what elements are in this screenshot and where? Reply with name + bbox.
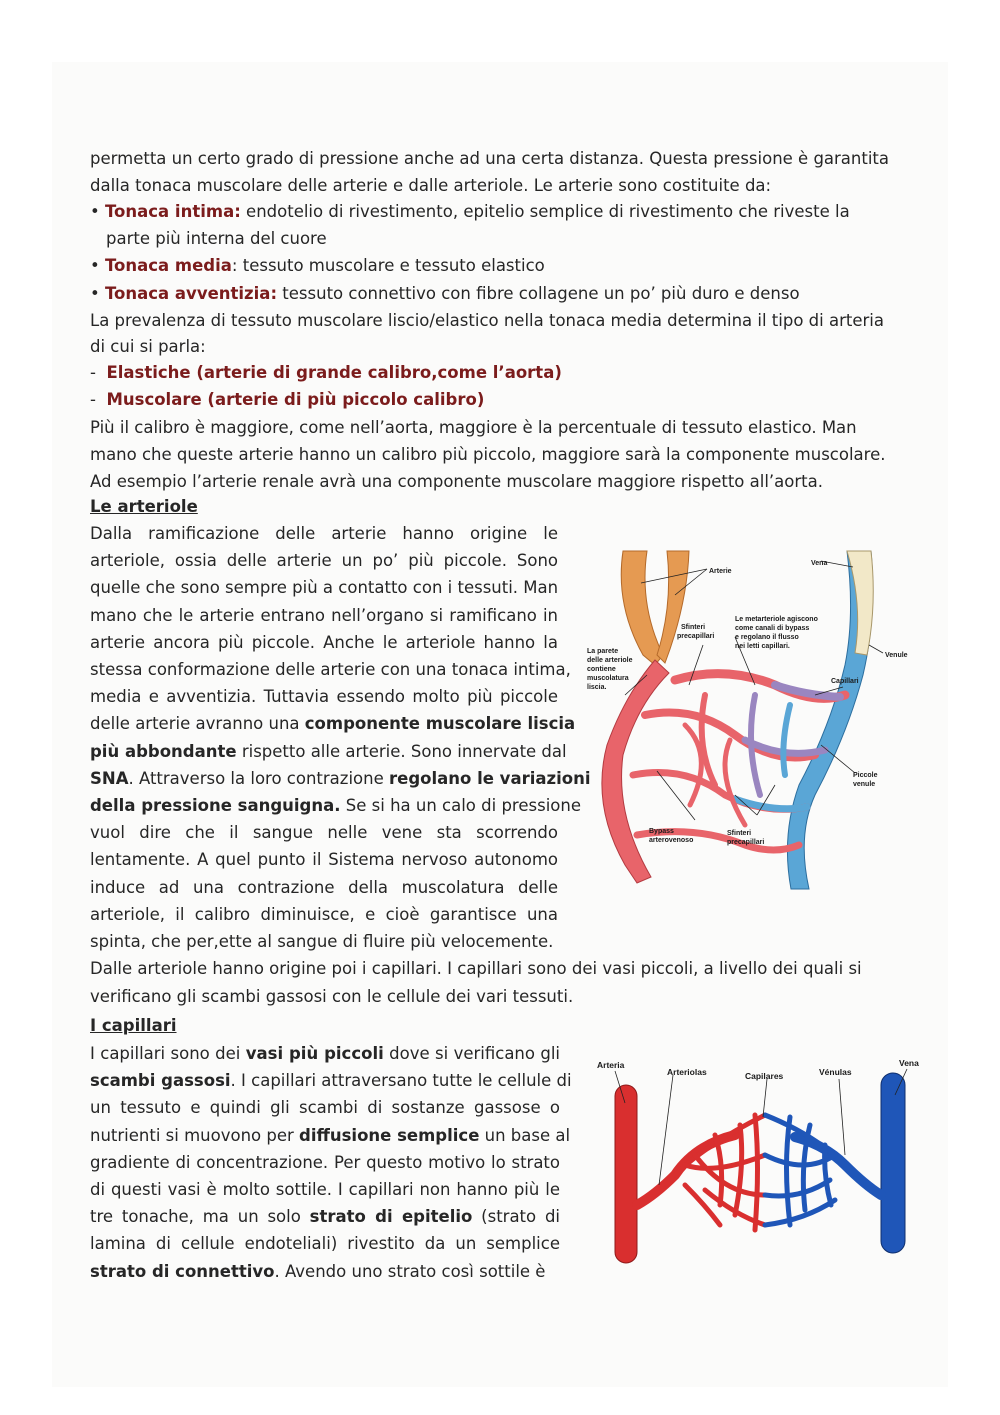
text-segment: regolano le variazioni [389, 768, 591, 788]
paragraph-line: mano che queste arterie hanno un calibro più piccolo, maggiore sarà la componente muscolare. [90, 445, 886, 464]
paragraph-line: vuol dire che il sangue nelle vene sta scorrendo [90, 823, 558, 843]
label-parete-a: La parete [587, 648, 619, 655]
label-venulas: Vénulas [819, 1067, 852, 1077]
fig2-labels [597, 1058, 919, 1081]
label-capilares: Capilares [745, 1071, 784, 1081]
text-segment: delle arterie avranno una [90, 714, 305, 734]
vena-vessel [881, 1073, 905, 1253]
paragraph-line: permetta un certo grado di pressione anche ad una certa distanza. Questa pressione è garantita [90, 149, 890, 168]
paragraph-line [90, 1040, 560, 1067]
arteria-vena-diagram [595, 1055, 935, 1270]
paragraph-line: un tessuto e quindi gli scambi di sostanze gassose o [90, 1098, 560, 1118]
label-vena: Vena [811, 560, 828, 567]
paragraph-line: La prevalenza di tessuto muscolare liscio/elastico nella tonaca media determina il tipo di arteria [90, 311, 884, 330]
paragraph-line: Ad esempio l’arterie renale avrà una componente muscolare maggiore rispetto all’aorta. [90, 472, 823, 491]
paragraph-line: di cui si parla: [90, 337, 206, 356]
label-metarteriole-c: e regolano il flusso [735, 634, 799, 641]
label-vena: Vena [899, 1058, 919, 1068]
label-sfinteri-1b: precapillari [677, 633, 715, 640]
label-sfinteri-1a: Sfinteri [681, 624, 706, 631]
text-segment: rispetto alle arterie. Sono innervate dal [236, 741, 567, 761]
paragraph-line: gradiente di concentrazione. Per questo motivo lo strato [90, 1152, 560, 1172]
arteria-vessel [615, 1085, 637, 1263]
label-arteriolas: Arteriolas [667, 1067, 707, 1077]
paragraph-line: arteriole, ossia delle arterie un po’ più piccole. Sono [90, 551, 558, 571]
text-segment: strato di connettivo [90, 1261, 275, 1281]
label-metarteriole-b: come canali di bypass [735, 625, 810, 632]
paragraph-line: quelle che sono sempre più a contatto con i tessuti. Man [90, 578, 559, 598]
label-piccole-venule-b: venule [853, 781, 876, 788]
paragraph-line: lentamente. A quel punto il Sistema nervoso autonomo [90, 850, 558, 870]
paragraph-line [90, 1067, 572, 1094]
bullet-term: Tonaca avventizia: [104, 284, 278, 303]
paragraph-line: arteriole, il calibro diminuisce, e cioè garantisce una [90, 904, 558, 924]
bullet-term: Tonaca intima: [104, 202, 241, 221]
label-metarteriole-d: nei letti capillari. [735, 643, 790, 650]
label-piccole-venule-a: Piccole [853, 772, 878, 779]
text-segment: I capillari sono dei [90, 1044, 246, 1063]
text-segment: nutrienti si muovono per [90, 1125, 300, 1145]
capillary-mesh-arterial [675, 1115, 765, 1230]
paragraph-line: mano che le arterie entrano nell’organo si ramificano in [90, 605, 558, 625]
text-segment: un base al [479, 1125, 571, 1145]
text-segment: tre tonache, ma un solo [90, 1207, 310, 1227]
label-bypass-b: arterovenoso [649, 837, 694, 844]
text-segment: Se si ha un calo di pressione [340, 796, 581, 815]
bullet-text: : tessuto muscolare e tessuto elastico [231, 256, 545, 275]
paragraph-line [90, 765, 591, 792]
paragraph-line: induce ad una contrazione della muscolatura delle [90, 877, 558, 897]
label-sfinteri-2b: precapillari [727, 839, 765, 846]
section-heading-capillari: I capillari [90, 1016, 177, 1035]
paragraph-line [90, 792, 581, 819]
text-segment: dove si verificano gli [383, 1044, 561, 1063]
artery-walls [621, 551, 689, 665]
text-segment: . Avendo uno strato così sottile è [274, 1261, 546, 1281]
dash-item: ‐ Elastiche (arterie di grande calibro,come l’aorta) [90, 363, 562, 382]
label-parete-d: muscolatura [587, 675, 629, 682]
label-arteria: Arteria [597, 1060, 625, 1070]
label-bypass-a: Bypass [649, 828, 674, 835]
bullet-item: • Tonaca intima: endotelio di rivestimento, epitelio semplice di rivestimento che riveste la [90, 202, 850, 221]
fig2-leaders [615, 1069, 907, 1185]
paragraph-line: stessa conformazione delle arterie con una tonaca intima, [90, 660, 571, 679]
text-segment: vasi più piccoli [245, 1044, 384, 1063]
paragraph-line [90, 1203, 560, 1230]
text-segment: SNA [90, 768, 129, 788]
paragraph-line: di questi vasi è molto sottile. I capillari non hanno più le [90, 1180, 560, 1199]
capillary-mesh-venous [765, 1115, 845, 1225]
text-segment: (strato di [472, 1207, 560, 1227]
paragraph-line [90, 710, 576, 737]
label-parete-e: liscia. [587, 684, 607, 691]
paragraph-line: media e avventizia. Tuttavia essendo molto più piccole [90, 687, 558, 707]
label-sfinteri-2a: Sfinteri [727, 830, 752, 837]
dash-item: ‐ Muscolare (arterie di più piccolo calibro) [90, 390, 485, 409]
paragraph-line: arterie ancora più piccole. Anche le arteriole hanno la [90, 632, 558, 652]
paragraph-line: verificano gli scambi gassosi con le cellule dei vari tessuti. [90, 987, 574, 1006]
bullet-text: tessuto connettivo con fibre collagene un po’ più duro e denso [277, 284, 800, 303]
label-parete-b: delle arteriole [587, 657, 633, 664]
text-segment: . I capillari attraversano tutte le cellule di [230, 1071, 572, 1091]
dash-term: Muscolare (arterie di più piccolo calibro) [106, 390, 485, 409]
text-segment: . Attraverso la loro contrazione [128, 768, 389, 788]
bullet-text: endotelio di rivestimento, epitelio semplice di rivestimento che riveste la [240, 202, 850, 221]
paragraph-line [90, 738, 567, 765]
bullet-item: • Tonaca avventizia: tessuto connettivo con fibre collagene un po’ più duro e denso [90, 284, 800, 303]
bullet-continuation: parte più interna del cuore [106, 229, 327, 248]
label-parete-c: contiene [587, 666, 616, 673]
text-segment: componente muscolare liscia [304, 714, 576, 734]
paragraph-line [90, 1258, 560, 1285]
paragraph-line: Dalle arteriole hanno origine poi i capillari. I capillari sono dei vasi piccoli, a livello dei quali si [90, 959, 862, 978]
text-segment: strato di epitelio [309, 1207, 473, 1227]
label-venule: Venule [885, 652, 908, 659]
text-segment: più abbondante [90, 741, 237, 761]
paragraph-line: lamina di cellule endoteliali) rivestito da un semplice [90, 1234, 560, 1254]
paragraph-line: spinta, che per,ette al sangue di fluire più velocemente. [90, 932, 554, 951]
text-segment: diffusione semplice [299, 1125, 480, 1145]
section-heading-arteriole: Le arteriole [90, 497, 198, 516]
bullet-term: Tonaca media [104, 256, 232, 275]
bullet-item: • Tonaca media: tessuto muscolare e tessuto elastico [90, 256, 545, 275]
label-metarteriole-a: Le metarteriole agiscono [735, 616, 818, 623]
paragraph-line: Più il calibro è maggiore, come nell’aorta, maggiore è la percentuale di tessuto elastico. Man [90, 418, 857, 437]
paragraph-line: dalla tonaca muscolare delle arterie e dalle arteriole. Le arterie sono costituite da: [90, 176, 772, 195]
label-arterie: Arterie [709, 568, 732, 575]
paragraph-line: Dalla ramificazione delle arterie hanno origine le [90, 524, 558, 543]
text-segment: scambi gassosi [90, 1071, 231, 1091]
text-segment: della pressione sanguigna. [90, 796, 341, 815]
paragraph-line [90, 1122, 571, 1149]
dash-term: Elastiche (arterie di grande calibro,come l’aorta) [106, 363, 562, 382]
label-capillari: Capillari [831, 678, 859, 685]
capillary-bed-diagram [585, 545, 935, 895]
